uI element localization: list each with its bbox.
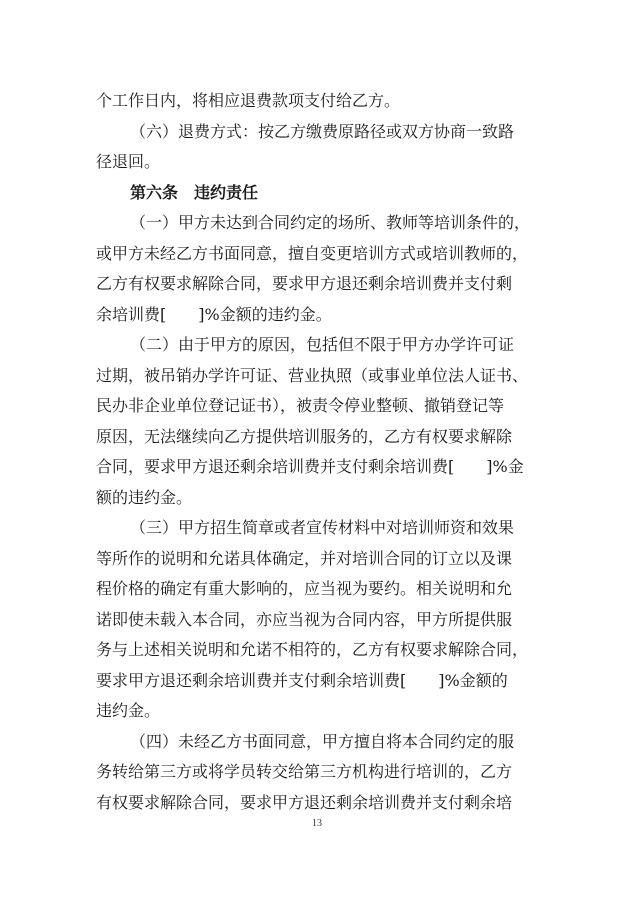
text-line: （四）未经乙方书面同意，甲方擅自将本合同约定的服 — [130, 731, 515, 751]
document-body — [96, 86, 546, 818]
text-line: 合同，要求甲方退还剩余培训费并支付剩余培训费[ ]%金 — [96, 457, 524, 476]
text-line: 务与上述相关说明和允诺不相符的，乙方有权要求解除合同， — [96, 640, 529, 659]
text-line: （六）退费方式：按乙方缴费原路径或双方协商一致路 — [130, 121, 515, 141]
text-line: （三）甲方招生简章或者宣传材料中对培训师资和效果 — [130, 518, 515, 537]
text-line: 原因，无法继续向乙方提供培训服务的，乙方有权要求解除 — [96, 426, 513, 446]
text-line: 违约金。 — [96, 701, 161, 720]
text-line: （一）甲方未达到合同约定的场所、教师等培训条件的， — [130, 213, 531, 232]
section-heading: 第六条 违约责任 — [130, 182, 259, 202]
page-number: 13 — [312, 818, 322, 829]
text-line: 程价格的确定有重大影响的，应当视为要约。相关说明和允 — [96, 579, 513, 598]
text-line: 等所作的说明和允诺具体确定，并对培训合同的订立以及课 — [96, 548, 513, 568]
text-line: 民办非企业单位登记证书），被责令停业整顿、撤销登记等 — [96, 396, 505, 415]
text-line: 余培训费[ ]%金额的违约金。 — [96, 304, 332, 324]
text-line: 乙方有权要求解除合同，要求甲方退还剩余培训费并支付剩 — [96, 274, 513, 293]
text-line: 要求甲方退还剩余培训费并支付剩余培训费[ ]%金额的 — [96, 670, 508, 690]
text-line: 径退回。 — [96, 152, 161, 171]
text-line: 有权要求解除合同，要求甲方退还剩余培训费并支付剩余培 — [96, 792, 513, 812]
text-line: 个工作日内，将相应退费款项支付给乙方。 — [96, 91, 401, 110]
text-line: 务转给第三方或将学员转交给第三方机构进行培训的，乙方 — [96, 762, 513, 781]
text-line: 诺即使未载入本合同，亦应当视为合同内容，甲方所提供服 — [96, 609, 513, 629]
text-line: （二）由于甲方的原因，包括但不限于甲方办学许可证 — [130, 335, 515, 354]
text-line: 或甲方未经乙方书面同意，擅自变更培训方式或培训教师的， — [96, 243, 529, 263]
text-line: 过期，被吊销办学许可证、营业执照（或事业单位法人证书、 — [96, 365, 529, 385]
text-line: 额的违约金。 — [96, 487, 193, 507]
paragraph-lines — [96, 86, 546, 818]
